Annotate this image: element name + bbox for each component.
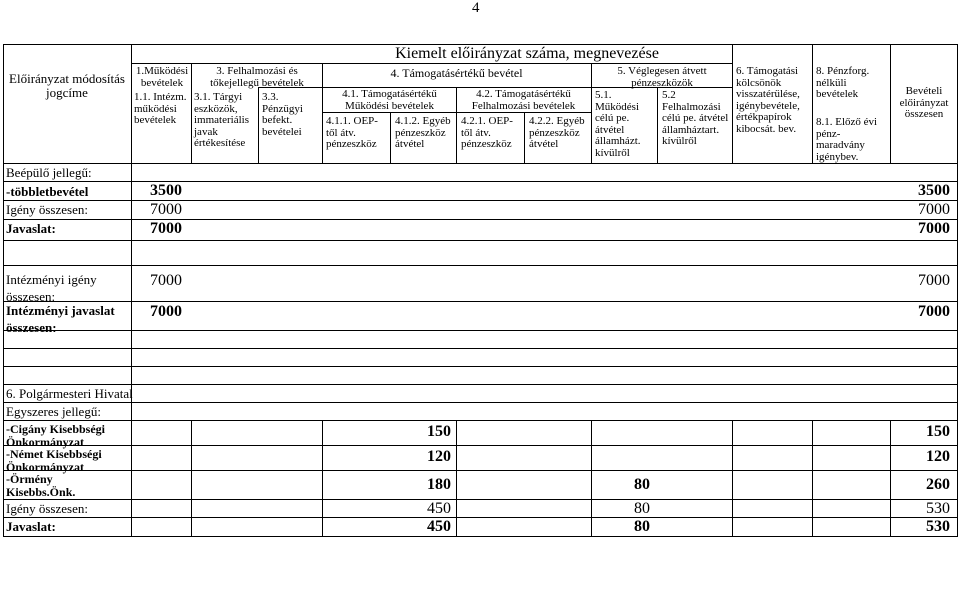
row-label: Igény összesen: [6, 501, 88, 516]
row-label: -Örmény Kisebbs.Önk. [6, 472, 76, 500]
header-g5-2: 5.2 Felhalmozási célú pe. átvétel államháztart. kívülről [662, 89, 729, 148]
header-g3: 3. Felhalmozási és tőkejellegű bevételek [210, 65, 304, 89]
row-value-total: 120 [926, 448, 950, 465]
header-g1-1: 1.1. Intézm. működési bevételek [134, 91, 187, 127]
header-g5-1: 5.1. Működési célú pe. átvétel államházt. kívülről [595, 89, 641, 159]
row-value-c5: 80 [634, 476, 650, 493]
inst-claim-total: 7000 [918, 272, 950, 289]
row-value-total: 3500 [918, 182, 950, 199]
row-value-c1: 450 [427, 518, 451, 535]
section2-label: Egyszeres jellegű: [6, 404, 101, 419]
inst-prop-label: Intézményi javaslat összesen: [6, 303, 115, 335]
header-g5: 5. Véglegesen átvett pénzeszközök [617, 65, 707, 89]
header-g8: 8. Pénzforg. nélküli bevételek [816, 65, 870, 101]
header-g4-2-2: 4.2.2. Egyéb pénzeszköz átvétel [529, 115, 585, 151]
header-col-title: Előirányzat módosítás jogcíme [9, 71, 125, 100]
row-label: Javaslat: [6, 519, 56, 534]
row-value-c5: 80 [634, 518, 650, 535]
inst-claim-c1: 7000 [150, 272, 182, 289]
row-value-c1: 7000 [150, 220, 182, 237]
row-value-c1: 120 [427, 448, 451, 465]
inst-claim-label: Intézményi igény összesen: [6, 272, 97, 304]
row-value-total: 530 [926, 500, 950, 517]
header-g4-2: 4.2. Támogatásértékű Felhalmozási bevételek [471, 88, 576, 112]
section2-title: 6. Polgármesteri Hivatal [6, 386, 133, 401]
header-g8-1: 8.1. Előző évi pénz-maradvány igénybev. [816, 116, 878, 163]
row-value-c1: 180 [427, 476, 451, 493]
header-g3-3: 3.3. Pénzügyi befekt. bevételei [262, 91, 303, 138]
inst-prop-total: 7000 [918, 303, 950, 320]
header-g1: 1.Működési bevételek [135, 65, 189, 89]
row-value-c1: 450 [427, 500, 451, 517]
header-g4-2-1: 4.2.1. OEP-től átv. pénzeszköz [461, 115, 513, 151]
row-label: Igény összesen: [6, 202, 88, 217]
row-label: Javaslat: [6, 221, 56, 236]
row-value-total: 7000 [918, 220, 950, 237]
row-value-total: 150 [926, 423, 950, 440]
header-g4-1: 4.1. Támogatásértékű Működési bevételek [342, 88, 437, 112]
header-total: Bevételi előirányzat összesen [899, 85, 949, 121]
row-value-c1: 150 [427, 423, 451, 440]
header-main-title: Kiemelt előirányzat száma, megnevezése [395, 45, 659, 62]
row-label: -Cigány Kisebbségi Önkormányzat [6, 422, 106, 450]
row-value-total: 260 [926, 476, 950, 493]
header-g4-1-2: 4.1.2. Egyéb pénzeszköz átvétel [395, 115, 451, 151]
row-value-c5: 80 [634, 500, 650, 517]
header-g4-1-1: 4.1.1. OEP-től átv. pénzeszköz [326, 115, 378, 151]
inst-prop-c1: 7000 [150, 303, 182, 320]
header-g4: 4. Támogatásértékű bevétel [390, 66, 523, 80]
row-label: -Német Kisebbségi Önkormányzat [6, 447, 102, 475]
page-number: 4 [472, 0, 480, 16]
row-value-c1: 7000 [150, 201, 182, 218]
section1-label: Beépülő jellegű: [6, 165, 92, 180]
row-value-total: 530 [926, 518, 950, 535]
row-value-c1: 3500 [150, 182, 182, 199]
header-g6: 6. Támogatási kölcsönök visszatérülése, igénybevétele, értékpapírok kibocsát. bev. [736, 65, 800, 135]
row-label: -többletbevétel [6, 184, 89, 199]
row-value-total: 7000 [918, 201, 950, 218]
header-g3-1: 3.1. Tárgyi eszközök, immateriális javak értékesítése [194, 91, 249, 150]
